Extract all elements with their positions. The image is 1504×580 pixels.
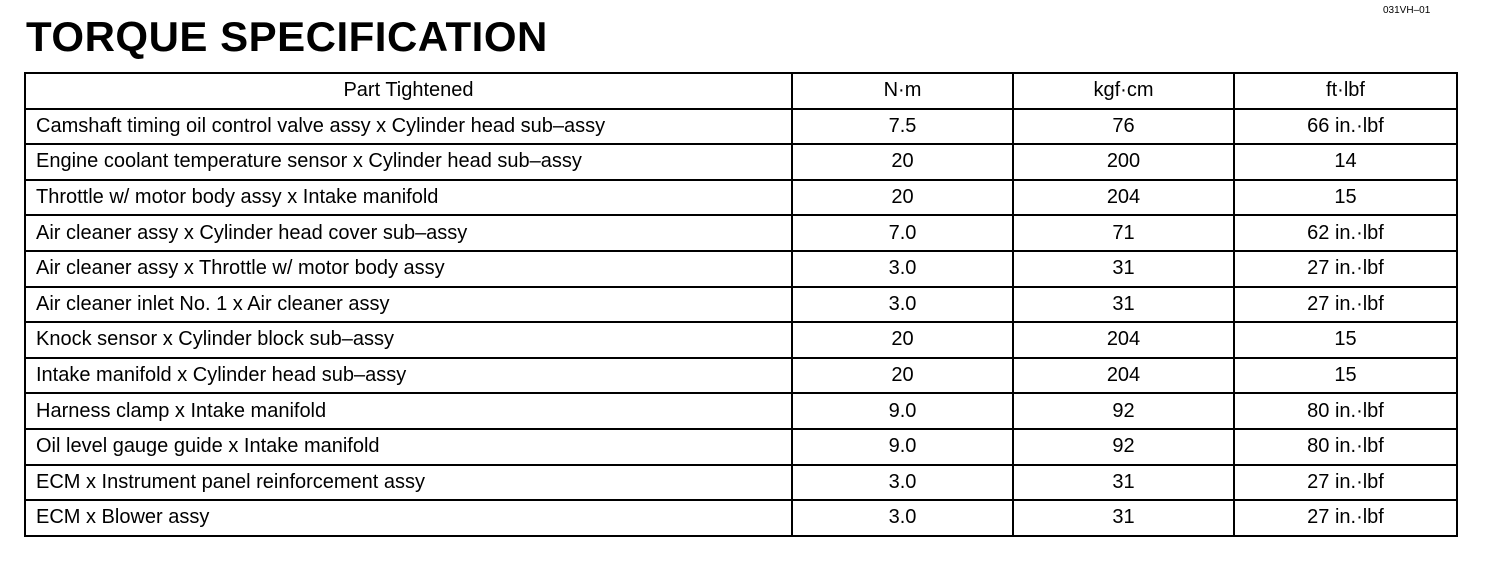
nm-cell: 20 xyxy=(792,358,1013,394)
part-tightened-cell: Camshaft timing oil control valve assy x Cylinder head sub–assy xyxy=(25,109,792,145)
ft-lbf-cell: 80 in.·lbf xyxy=(1234,393,1457,429)
ft-lbf-cell: 66 in.·lbf xyxy=(1234,109,1457,145)
kgf-cm-cell: 31 xyxy=(1013,465,1234,501)
nm-cell: 3.0 xyxy=(792,465,1013,501)
nm-cell: 3.0 xyxy=(792,500,1013,536)
ft-lbf-cell: 27 in.·lbf xyxy=(1234,500,1457,536)
part-tightened-cell: ECM x Blower assy xyxy=(25,500,792,536)
kgf-cm-cell: 31 xyxy=(1013,287,1234,323)
ft-lbf-cell: 14 xyxy=(1234,144,1457,180)
part-tightened-cell: Air cleaner assy x Cylinder head cover sub–assy xyxy=(25,215,792,251)
part-tightened-cell: Air cleaner inlet No. 1 x Air cleaner assy xyxy=(25,287,792,323)
torque-specification-table xyxy=(24,72,1458,537)
ft-lbf-cell: 15 xyxy=(1234,322,1457,358)
table-row xyxy=(25,180,1457,216)
nm-cell: 9.0 xyxy=(792,429,1013,465)
nm-cell: 20 xyxy=(792,180,1013,216)
nm-cell: 7.0 xyxy=(792,215,1013,251)
nm-cell: 9.0 xyxy=(792,393,1013,429)
table-row xyxy=(25,287,1457,323)
kgf-cm-cell: 71 xyxy=(1013,215,1234,251)
ft-lbf-cell: 15 xyxy=(1234,358,1457,394)
page-title: TORQUE SPECIFICATION xyxy=(26,13,548,60)
part-tightened-cell: Harness clamp x Intake manifold xyxy=(25,393,792,429)
column-header-nm: N·m xyxy=(792,73,1013,109)
nm-cell: 3.0 xyxy=(792,287,1013,323)
nm-cell: 20 xyxy=(792,322,1013,358)
kgf-cm-cell: 200 xyxy=(1013,144,1234,180)
kgf-cm-cell: 204 xyxy=(1013,180,1234,216)
kgf-cm-cell: 76 xyxy=(1013,109,1234,145)
ft-lbf-cell: 27 in.·lbf xyxy=(1234,287,1457,323)
part-tightened-cell: ECM x Instrument panel reinforcement assy xyxy=(25,465,792,501)
part-tightened-cell: Oil level gauge guide x Intake manifold xyxy=(25,429,792,465)
document-code: 031VH–01 xyxy=(1383,5,1431,16)
ft-lbf-cell: 15 xyxy=(1234,180,1457,216)
table-row xyxy=(25,215,1457,251)
part-tightened-cell: Throttle w/ motor body assy x Intake manifold xyxy=(25,180,792,216)
kgf-cm-cell: 31 xyxy=(1013,500,1234,536)
kgf-cm-cell: 92 xyxy=(1013,429,1234,465)
table-row xyxy=(25,429,1457,465)
ft-lbf-cell: 62 in.·lbf xyxy=(1234,215,1457,251)
table-header-row xyxy=(25,73,1457,109)
part-tightened-cell: Knock sensor x Cylinder block sub–assy xyxy=(25,322,792,358)
part-tightened-cell: Engine coolant temperature sensor x Cylinder head sub–assy xyxy=(25,144,792,180)
table-row xyxy=(25,322,1457,358)
kgf-cm-cell: 92 xyxy=(1013,393,1234,429)
column-header-ft-lbf: ft·lbf xyxy=(1234,73,1457,109)
part-tightened-cell: Intake manifold x Cylinder head sub–assy xyxy=(25,358,792,394)
kgf-cm-cell: 204 xyxy=(1013,322,1234,358)
kgf-cm-cell: 31 xyxy=(1013,251,1234,287)
column-header-kgf-cm: kgf·cm xyxy=(1013,73,1234,109)
nm-cell: 7.5 xyxy=(792,109,1013,145)
column-header-part-tightened: Part Tightened xyxy=(25,73,792,109)
table-row xyxy=(25,500,1457,536)
table-row xyxy=(25,465,1457,501)
ft-lbf-cell: 27 in.·lbf xyxy=(1234,251,1457,287)
table-row xyxy=(25,358,1457,394)
ft-lbf-cell: 80 in.·lbf xyxy=(1234,429,1457,465)
table-row xyxy=(25,109,1457,145)
table-row xyxy=(25,393,1457,429)
kgf-cm-cell: 204 xyxy=(1013,358,1234,394)
nm-cell: 20 xyxy=(792,144,1013,180)
part-tightened-cell: Air cleaner assy x Throttle w/ motor body assy xyxy=(25,251,792,287)
nm-cell: 3.0 xyxy=(792,251,1013,287)
table-row xyxy=(25,144,1457,180)
table-row xyxy=(25,251,1457,287)
ft-lbf-cell: 27 in.·lbf xyxy=(1234,465,1457,501)
